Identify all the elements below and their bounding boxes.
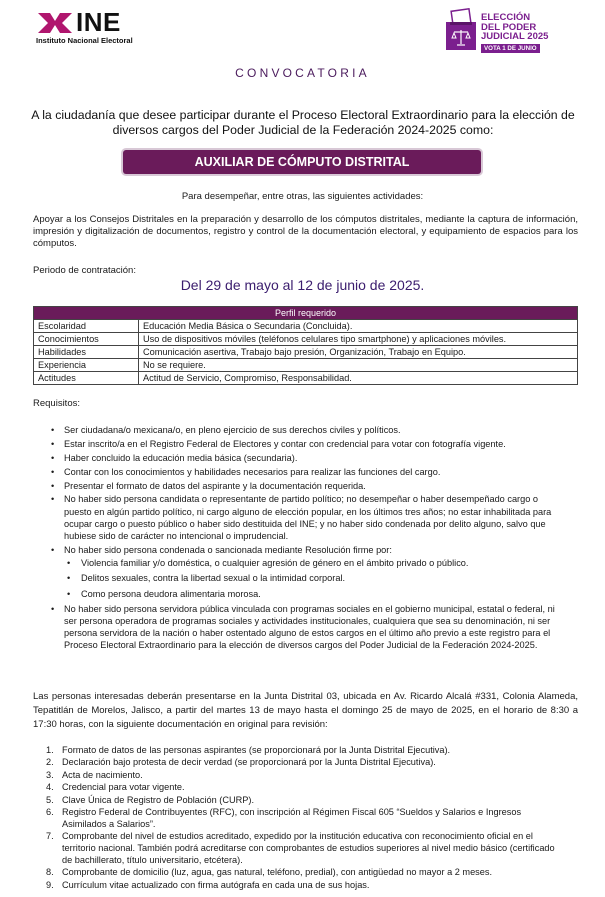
eleccion-title <box>481 13 548 42</box>
list-item <box>46 757 562 769</box>
intro-paragraph: A la ciudadanía que desee participar durante el Proceso Electoral Extraordinario para la elección de diversos cargos del Poder Judicial de la Federación 2024-2025 como: <box>31 108 575 137</box>
interested-paragraph: Las personas interesadas deberán presentarse en la Junta Distrital 03, ubicada en Av. Ricardo Alcalá #331, Colonia Alameda, Tepatitlán de Morelos, Jalisco, a partir del martes 13 de mayo hasta el domingo 25 de mayo de 2025, en el horario de 8:30 a 17:30 horas, con la siguiente documentación en original para revisión: <box>33 691 578 730</box>
period-dates: Del 29 de mayo al 12 de junio de 2025. <box>180 277 425 293</box>
profile-key: Escolaridad <box>34 320 139 333</box>
document-text: Currículum vitae actualizado con firma autógrafa en cada una de sus hojas. <box>62 879 370 890</box>
eleccion-line-2: DEL PODER <box>481 21 537 33</box>
document-number: 3. <box>46 769 54 780</box>
eleccion-poder-judicial-logo <box>444 4 554 52</box>
list-item: • Contar con los conocimientos y habilidades necesarios para realizar las funciones del cargo. <box>64 466 562 478</box>
document-text: Acta de nacimiento. <box>62 769 143 780</box>
eleccion-year: 2025 <box>527 31 549 42</box>
list-item <box>46 880 562 892</box>
ine-logo-text: INE <box>76 7 121 37</box>
list-item: • Ser ciudadana/o mexicana/o, en pleno ejercicio de sus derechos civiles y políticos. <box>64 424 562 436</box>
ine-logo-mark-icon <box>36 10 74 36</box>
table-row <box>34 346 578 359</box>
document-text: Clave Única de Registro de Población (CURP). <box>62 794 254 805</box>
document-text: Registro Federal de Contribuyentes (RFC), con inscripción al Régimen Fiscal 605 “Sueldos y Salarios e Ingresos Asimilados a Salarios”. <box>62 806 522 829</box>
list-item: • No haber sido persona candidata o representante de partido político; no desempeñar o haber desempeñado cargo o puesto en algún partido político, ni cargo alguno de elección popular, en los últimos tres años; no estar inhabilitada para ocupar cargo o puesto público o haber sido destituida del INE; y no haber sido condenada por delito alguno, salvo que hubiese sido de carácter no intencional o imprudencial. <box>64 493 562 542</box>
list-item: • Presentar el formato de datos del aspirante y la documentación requerida. <box>64 480 562 492</box>
sanctions-list <box>81 557 562 600</box>
activities-paragraph: Apoyar a los Consejos Distritales en la preparación y desarrollo de los cómputos distritales, mediante la captura de información, impresión y digitalización de documentos, registro y control de la documentación electoral, y equipamiento de espacios para los cómputos. <box>33 214 578 249</box>
ine-logo-subtitle: Instituto Nacional Electoral <box>36 36 133 45</box>
profile-key: Conocimientos <box>34 333 139 346</box>
requirements-title: Requisitos: <box>33 398 80 409</box>
document-number: 9. <box>46 879 54 890</box>
requirements-list <box>64 424 562 653</box>
profile-value: Educación Media Básica o Secundaria (Concluida). <box>139 320 578 333</box>
vote-date-badge: VOTA 1 DE JUNIO <box>481 44 540 53</box>
profile-key: Experiencia <box>34 359 139 372</box>
sanction-item: • Violencia familiar y/o doméstica, o cualquier agresión de género en el ámbito privado o público. <box>81 557 562 569</box>
profile-table <box>33 306 578 385</box>
list-item <box>46 782 562 794</box>
eleccion-line-3: JUDICIAL <box>481 31 525 42</box>
page-title: CONVOCATORIA <box>235 66 370 80</box>
list-item <box>46 831 562 866</box>
document-number: 8. <box>46 867 54 878</box>
position-banner: AUXILIAR DE CÓMPUTO DISTRITAL <box>123 150 481 174</box>
page-header <box>0 0 605 60</box>
list-item <box>46 867 562 879</box>
sanction-item: • Delitos sexuales, contra la libertad sexual o la intimidad corporal. <box>81 572 562 584</box>
table-row <box>34 320 578 333</box>
document-number: 2. <box>46 757 54 768</box>
list-item <box>46 745 562 757</box>
list-item: • Estar inscrito/a en el Registro Federal de Electores y contar con credencial para votar con fotografía vigente. <box>64 438 562 450</box>
sanction-item: • Como persona deudora alimentaria morosa. <box>81 588 562 600</box>
document-number: 7. <box>46 831 54 842</box>
document-text: Comprobante del nivel de estudios acreditado, expedido por la institución educativa con reconocimiento oficial en el territorio nacional. También podrá acreditarse con comprobantes de estudios superiores al nivel medio básico (certificado de bachillerato, título universitario, etcétera). <box>62 831 555 865</box>
document-text: Credencial para votar vigente. <box>62 782 185 793</box>
profile-value: Actitud de Servicio, Compromiso, Responsabilidad. <box>139 372 578 385</box>
list-item <box>46 770 562 782</box>
documents-list <box>46 745 562 892</box>
document-number: 5. <box>46 794 54 805</box>
activities-intro: Para desempeñar, entre otras, las siguientes actividades: <box>181 191 424 202</box>
eleccion-line-1: ELECCIÓN <box>481 12 531 23</box>
profile-value: Comunicación asertiva, Trabajo bajo presión, Organización, Trabajo en Equipo. <box>139 346 578 359</box>
document-number: 4. <box>46 782 54 793</box>
table-row <box>34 372 578 385</box>
document-number: 6. <box>46 806 54 817</box>
profile-value: Uso de dispositivos móviles (teléfonos celulares tipo smartphone) y aplicaciones móviles. <box>139 333 578 346</box>
profile-key: Habilidades <box>34 346 139 359</box>
list-item: • No haber sido persona servidora pública vinculada con programas sociales en el gobierno municipal, estatal o federal, ni ser persona operadora de programas sociales y actividades institucionales, cualquiera que sea su denominación, ni ser persona servidora de la nación o haber ostentado alguno de estos cargos en el último año previo a este registro para el Proceso Electoral Extraordinario para la elección de diversos cargos del Poder Judicial de la Federación 2024-2025. <box>64 603 562 652</box>
document-text: Declaración bajo protesta de decir verdad (se proporcionará por la Junta Distrital Ejecutiva). <box>62 757 436 768</box>
list-item: • Haber concluido la educación media básica (secundaria). <box>64 452 562 464</box>
ballot-box-icon <box>444 8 478 52</box>
profile-value: No se requiere. <box>139 359 578 372</box>
table-row <box>34 333 578 346</box>
profile-key: Actitudes <box>34 372 139 385</box>
list-item-text: No haber sido persona condenada o sancionada mediante Resolución firme por: <box>64 544 392 555</box>
document-text: Comprobante de domicilio (luz, agua, gas natural, teléfono, predial), con antigüedad no mayor a 2 meses. <box>62 867 493 878</box>
list-item <box>46 795 562 807</box>
ine-logo <box>36 7 146 46</box>
table-row <box>34 359 578 372</box>
profile-table-header: Perfil requerido <box>34 307 578 320</box>
list-item <box>46 807 562 831</box>
period-label: Periodo de contratación: <box>33 265 136 276</box>
document-text: Formato de datos de las personas aspirantes (se proporcionará por la Junta Distrital Ejecutiva). <box>62 745 451 755</box>
list-item <box>64 544 562 600</box>
document-number: 1. <box>46 745 54 755</box>
